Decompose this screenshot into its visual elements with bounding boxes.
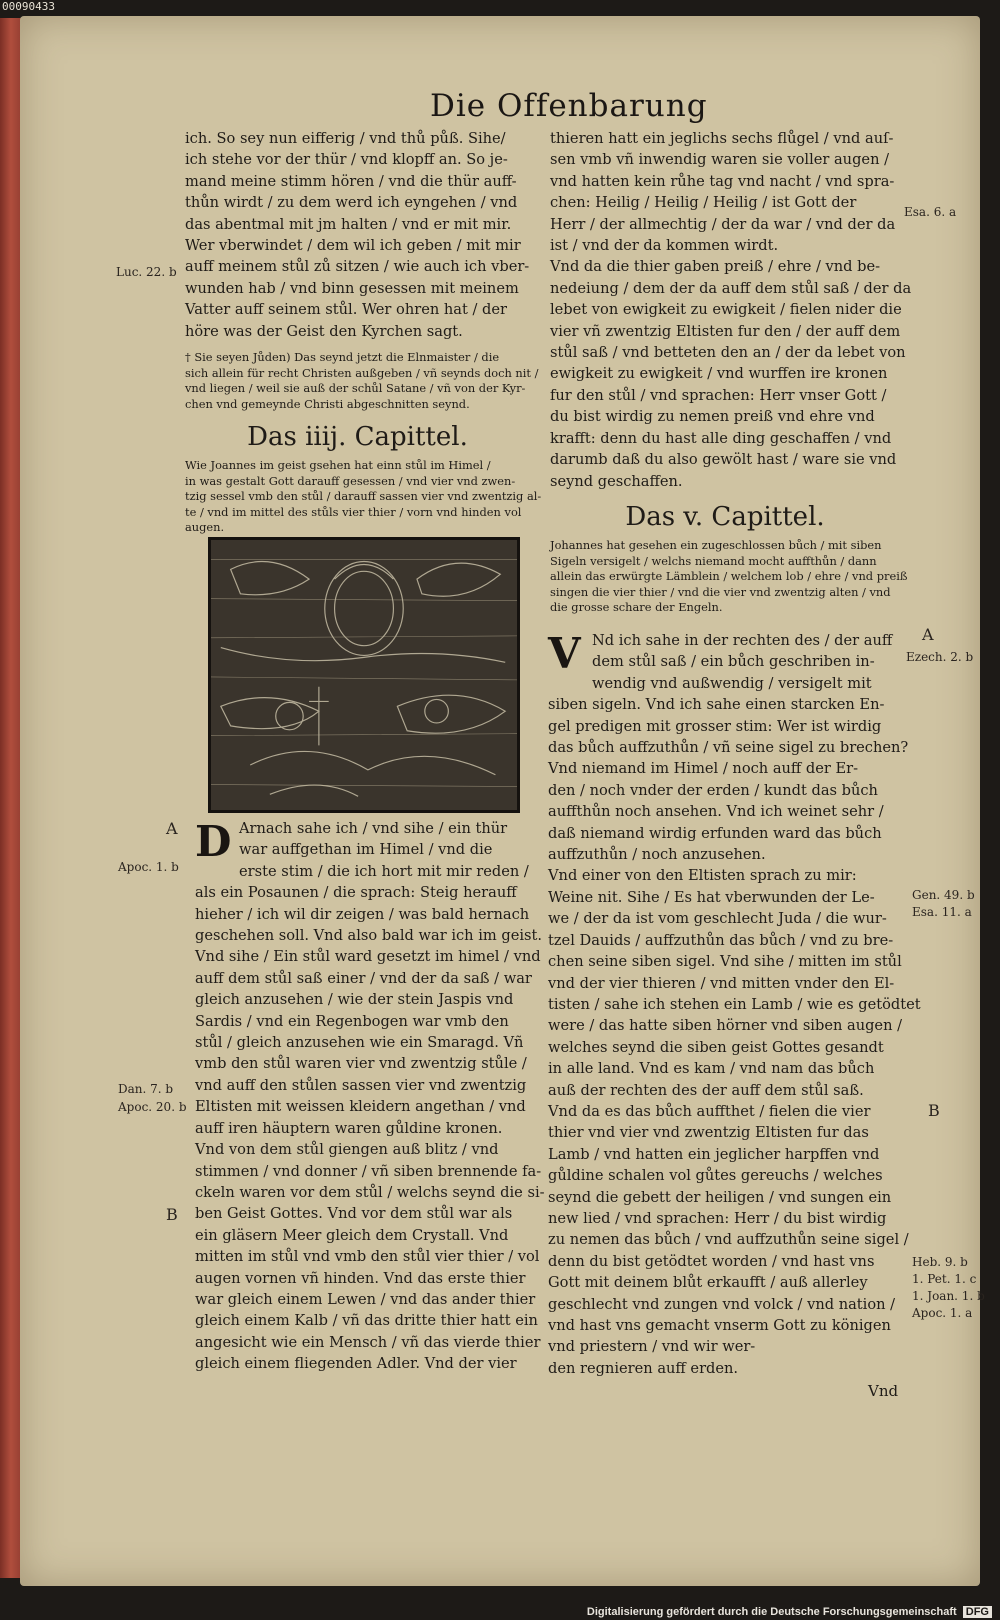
text-line: ckeln waren vor dem stůl / welchs seynd die si-: [195, 1183, 545, 1201]
running-head: Die Offenbarung: [430, 88, 708, 124]
summary-line: allein das erwürgte Lämblein / welchem lob / ehre / vnd preiß: [550, 569, 908, 584]
text-line: auff dem stůl saß einer / vnd der da saß / war: [195, 969, 532, 987]
text-line: stimmen / vnd donner / vñ siben brennende fa-: [195, 1162, 542, 1180]
text-line: als ein Posaunen / die sprach: Steig herauff: [195, 884, 517, 902]
text-line: geschehen soll. Vnd also bald war ich im geist.: [195, 927, 543, 945]
text-line: thůn wirdt / zu dem werd ich eyngehen / vnd: [185, 194, 518, 212]
summary-line: te / vnd im mittel des stůls vier thier / vorn vnd hinden vol: [185, 504, 522, 519]
text-line: wendig vnd außwendig / versigelt mit: [592, 674, 872, 692]
text-line: geschlecht vnd zungen vnd volck / vnd nation /: [548, 1295, 896, 1313]
text-line: höre was der Geist den Kyrchen sagt.: [185, 322, 463, 340]
text-line: auffthůn noch ansehen. Vnd ich weinet sehr /: [548, 803, 884, 821]
text-line: siben sigeln. Vnd ich sahe einen starcken En-: [548, 696, 885, 714]
text-line: in alle land. Vnd es kam / vnd nam das bůch: [548, 1060, 875, 1078]
text-line: Herr / der allmechtig / der da war / vnd der da: [550, 215, 896, 233]
text-line: auffzuthůn / noch anzusehen.: [548, 846, 766, 864]
footnote-line: sich allein für recht Christen außgeben / vñ seynds doch nit /: [185, 365, 539, 380]
text-line: ewigkeit zu ewigkeit / vnd wurffen ire kronen: [550, 365, 888, 383]
text-line: Vnd einer von den Eltisten sprach zu mir:: [548, 867, 857, 885]
margin-ref-esa: Esa. 6. a: [904, 205, 957, 219]
text-line: Arnach sahe ich / vnd sihe / ein thür: [239, 820, 508, 837]
woodcut-illustration: [208, 537, 520, 813]
text-line: chen: Heilig / Heilig / Heilig / ist Gott der: [550, 194, 857, 212]
text-line: krafft: denn du hast alle ding geschaffen / vnd: [550, 429, 892, 447]
text-line: nedeiung / dem der da auff dem stůl saß / der da: [550, 279, 912, 297]
text-line: Vatter auff seinem stůl. Wer ohren hat / der: [185, 301, 508, 319]
text-line: new lied / vnd sprachen: Herr / du bist wirdig: [548, 1209, 887, 1227]
margin-ref-apoc20: Apoc. 20. b: [118, 1100, 187, 1114]
footer-credit-text: Digitalisierung gefördert durch die Deutsche Forschungsgemeinschaft: [586, 1606, 957, 1618]
chapter-5-summary: [550, 537, 908, 616]
text-line: Vnd von dem stůl giengen auß blitz / vnd: [195, 1141, 499, 1159]
text-line: ben Geist Gottes. Vnd vor dem stůl war als: [195, 1205, 513, 1223]
text-line: vmb den stůl waren vier vnd zwentzig stůle /: [195, 1055, 527, 1073]
catchword: Vnd: [868, 1382, 899, 1400]
dfg-logo: DFG: [963, 1606, 992, 1618]
footnote-line: vnd liegen / weil sie auß der schůl Satane / vñ von der Kyr-: [185, 381, 526, 396]
margin-section-a-left: A: [166, 819, 178, 838]
margin-ref-gen: Gen. 49. b: [912, 888, 975, 902]
text-line: tzel Dauids / auffzuthůn das bůch / vnd zu bre-: [548, 931, 894, 949]
text-line: vnd der vier thieren / vnd mitten vnder den El-: [548, 974, 895, 992]
margin-section-b-right: B: [928, 1101, 940, 1120]
text-line: angesicht wie ein Mensch / vñ das vierde thier: [195, 1333, 541, 1351]
text-line: were / das hatte siben hörner vnd siben augen /: [548, 1017, 903, 1035]
text-line: chen seine siben sigel. Vnd sihe / mitten im stůl: [548, 953, 902, 971]
text-line: vnd priestern / vnd wir wer-: [548, 1338, 756, 1356]
left-column: [185, 128, 542, 536]
text-line: wunden hab / vnd binn gesessen mit meinem: [185, 279, 519, 297]
text-line: Wer vberwindet / dem wil ich geben / mit mir: [185, 237, 521, 255]
footnote-line: chen vnd gemeynde Christi abgeschnitten seynd.: [185, 396, 470, 411]
text-line: du bist wirdig zu nemen preiß vnd ehre vnd: [550, 408, 875, 426]
text-line: Vnd da die thier gaben preiß / ehre / vnd be-: [550, 258, 881, 276]
text-line: ich. So sey nun eifferig / vnd thů půß. Sihe/: [185, 130, 506, 147]
margin-ref-apoc1a: Apoc. 1. a: [912, 1306, 973, 1320]
text-line: thier vnd vier vnd zwentzig Eltisten fur das: [548, 1124, 869, 1142]
text-line: Vnd da es das bůch auffthet / fielen die vier: [548, 1102, 871, 1120]
text-line: stůl / gleich anzusehen wie ein Smaragd. Vñ: [195, 1034, 524, 1052]
margin-ref-apoc1: Apoc. 1. b: [118, 860, 179, 874]
text-line: Eltisten mit weissen kleidern angethan / vnd: [195, 1098, 526, 1116]
text-line: denn du bist getödtet worden / vnd hast vns: [548, 1252, 875, 1270]
text-line: mitten im stůl vnd vmb den stůl vier thier / vol: [195, 1248, 540, 1266]
text-line: ist / vnd der da kommen wirdt.: [550, 237, 779, 255]
right-column: [550, 128, 912, 616]
text-line: das abentmal mit jm halten / vnd er mit mir.: [185, 215, 512, 233]
text-line: hieher / ich wil dir zeigen / was bald hernach: [195, 905, 530, 923]
text-line: erste stim / die ich hort mit mir reden /: [239, 862, 529, 880]
text-line: we / der da ist vom geschlecht Juda / die wur-: [548, 910, 887, 928]
text-line: welches seynd die siben geist Gottes gesandt: [548, 1038, 884, 1056]
text-line: zu nemen das bůch / vnd auffzuthůn seine sigel /: [548, 1231, 909, 1249]
text-line: vnd auff den stůlen sassen vier vnd zwentzig: [195, 1076, 527, 1094]
margin-ref-heb: Heb. 9. b: [912, 1255, 968, 1269]
text-line: seynd die gebett der heiligen / vnd sungen ein: [548, 1188, 892, 1206]
text-line: mand meine stimm hören / vnd die thür auff-: [185, 172, 517, 190]
text-line: den / noch vnder der erden / kundt das bůch: [548, 781, 878, 799]
margin-section-a-right: A: [922, 625, 934, 644]
text-line: gleich einem fliegenden Adler. Vnd der vier: [195, 1355, 517, 1373]
chapter-5-body: [548, 629, 921, 1379]
text-line: thieren hatt ein jeglichs sechs flůgel / vnd auſ-: [550, 130, 894, 147]
text-line: ich stehe vor der thür / vnd klopff an. So je-: [185, 151, 508, 169]
text-line: Vnd niemand im Himel / noch auff der Er-: [548, 760, 859, 778]
chapter-4-summary: [185, 458, 542, 536]
footnote-line: † Sie seyen Jůden) Das seynd jetzt die Elnmaister / die: [185, 350, 500, 365]
text-line: Gott mit deinem blůt erkaufft / auß allerley: [548, 1274, 868, 1292]
chapter-5-title: Das v. Capittel.: [625, 501, 825, 532]
text-line: auff meinem stůl zů sitzen / wie auch ich vber-: [185, 258, 530, 276]
text-line: ein gläsern Meer gleich dem Crystall. Vnd: [195, 1226, 509, 1244]
margin-ref-joan: 1. Joan. 1. b: [912, 1289, 985, 1303]
margin-section-b-left: B: [166, 1205, 178, 1224]
text-line: Nd ich sahe in der rechten des / der auff: [592, 632, 893, 649]
text-line: das bůch auffzuthůn / vñ seine sigel zu brechen?: [548, 739, 909, 757]
summary-line: augen.: [185, 520, 225, 535]
summary-line: Sigeln versigelt / welchs niemand mocht auffthůn / dann: [550, 553, 877, 568]
text-line: lebet von ewigkeit zu ewigkeit / fielen nider die: [550, 301, 902, 319]
text-line: auff iren häuptern waren gůldine kronen.: [195, 1119, 503, 1137]
margin-ref-ezech: Ezech. 2. b: [906, 650, 974, 664]
text-line: gleich anzusehen / wie der stein Jaspis vnd: [195, 991, 514, 1009]
summary-line: Wie Joannes im geist gsehen hat einn stůl im Himel /: [185, 458, 491, 473]
text-line: Vnd sihe / Ein stůl ward gesetzt im himel / vnd: [195, 948, 541, 966]
summary-line: in was gestalt Gott darauff gesessen / vnd vier vnd zwen-: [185, 473, 516, 488]
right-top-text: [550, 128, 912, 492]
summary-line: tzig sessel vmb den stůl / darauff sassen vier vnd zwentzig al-: [185, 489, 542, 504]
summary-line: Johannes hat gesehen ein zugeschlossen bůch / mit siben: [550, 537, 882, 552]
margin-ref-pet: 1. Pet. 1. c: [912, 1272, 977, 1286]
chapter-4-title: Das iiij. Capittel.: [247, 422, 468, 453]
text-line: augen vornen vñ hinden. Vnd das erste thier: [195, 1269, 526, 1287]
summary-line: die grosse schare der Engeln.: [550, 600, 723, 615]
text-line: Lamb / vnd hatten ein jeglicher harpffen vnd: [548, 1145, 880, 1163]
dropcap-d: D: [195, 817, 232, 866]
chapter-4-body: [195, 817, 545, 1375]
left-top-text: [185, 128, 530, 342]
text-line: war gleich einem Lewen / vnd das ander thier: [195, 1290, 536, 1308]
margin-ref-luc: Luc. 22. b: [116, 265, 177, 279]
text-line: den regnieren auff erden.: [548, 1359, 739, 1377]
dropcap-v: V: [548, 629, 581, 678]
text-line: Weine nit. Sihe / Es hat vberwunden der Le-: [548, 888, 875, 906]
text-line: seynd geschaffen.: [550, 472, 683, 490]
text-line: gůldine schalen vol gůtes gereuchs / welches: [548, 1167, 883, 1185]
footer-credit: [587, 1606, 992, 1618]
text-line: dem stůl saß / ein bůch geschriben in-: [592, 653, 875, 671]
text-line: tisten / sahe ich stehen ein Lamb / wie es getödtet: [548, 995, 921, 1013]
footnote: [185, 350, 539, 412]
text-line: auß der rechten des der auff dem stůl saß.: [548, 1081, 864, 1099]
text-line: darumb daß du also gewölt hast / ware sie vnd: [550, 451, 897, 469]
margin-ref-dan: Dan. 7. b: [118, 1082, 174, 1096]
margin-ref-esa11: Esa. 11. a: [912, 905, 972, 919]
scan-id: 00090433: [2, 0, 55, 13]
text-line: vier vñ zwentzig Eltisten fur den / der auff dem: [550, 322, 901, 340]
text-line: daß niemand wirdig erfunden ward das bůch: [548, 824, 882, 842]
text-line: war auffgethan im Himel / vnd die: [239, 841, 493, 859]
summary-line: singen die vier thier / vnd die vier vnd zwentzig alten / vnd: [550, 584, 891, 599]
text-line: fur den stůl / vnd sprachen: Herr vnser Gott /: [550, 386, 887, 404]
text-line: sen vmb vñ inwendig waren sie voller augen /: [550, 151, 890, 169]
text-line: vnd hatten kein růhe tag vnd nacht / vnd spra-: [550, 172, 895, 190]
text-line: gel predigen mit grosser stim: Wer ist wirdig: [548, 717, 882, 735]
text-line: gleich einem Kalb / vñ das dritte thier hatt ein: [195, 1312, 538, 1330]
text-line: stůl saß / vnd betteten den an / der da lebet von: [550, 344, 906, 362]
text-line: Sardis / vnd ein Regenbogen war vmb den: [195, 1012, 509, 1030]
text-line: vnd hast vns gemacht vnserm Gott zu königen: [548, 1317, 891, 1334]
